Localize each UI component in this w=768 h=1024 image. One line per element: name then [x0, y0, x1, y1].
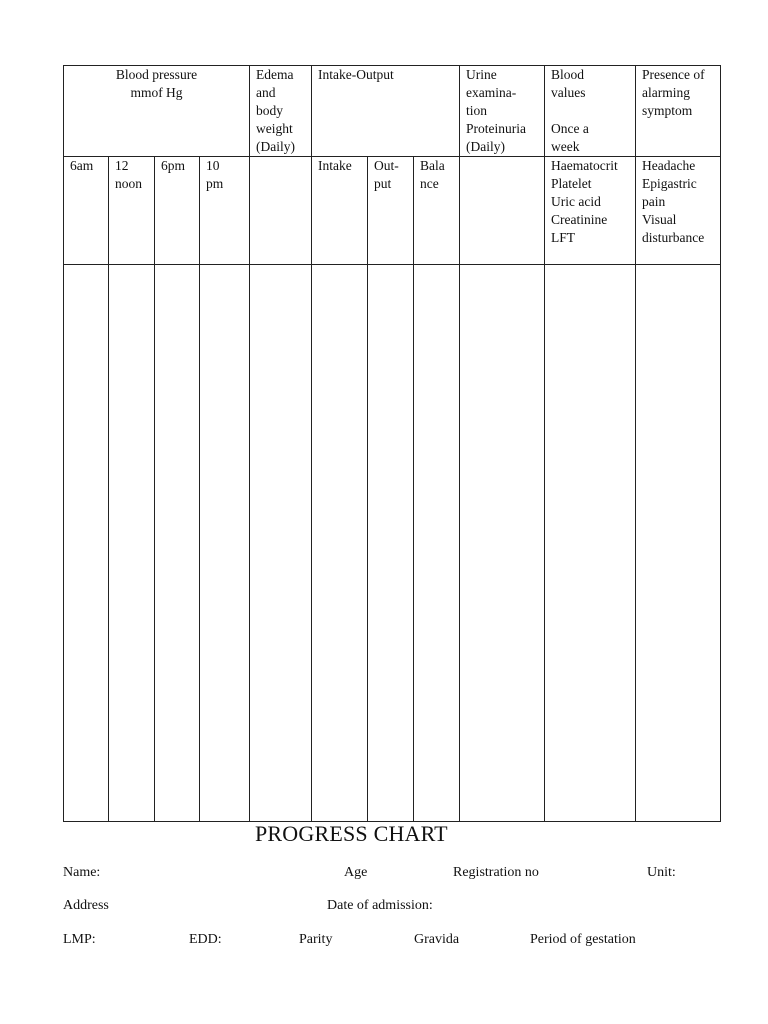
- symptom-headache: Headache: [642, 158, 696, 173]
- urine-line1: Urine: [466, 67, 497, 82]
- blood-values-line2: values: [551, 85, 586, 100]
- header-balance: [414, 157, 460, 265]
- progress-chart-table: [63, 65, 721, 822]
- field-address-label: Address: [63, 898, 109, 913]
- header-urine-sub: [460, 157, 545, 265]
- bp-label-line2: mmof Hg: [130, 85, 183, 100]
- header-urine: [460, 66, 545, 157]
- header-output: [368, 157, 414, 265]
- alarming-line3: symptom: [642, 103, 693, 118]
- edema-line5: (Daily): [256, 139, 295, 154]
- alarming-line2: alarming: [642, 85, 690, 100]
- header-intake-output: [312, 66, 460, 157]
- header-blood-pressure: [64, 66, 250, 157]
- edema-line3: body: [256, 103, 283, 118]
- entry-bp-6pm[interactable]: [155, 265, 200, 822]
- header-blood-tests: [545, 157, 636, 265]
- symptom-pain: pain: [642, 194, 666, 209]
- output-line2: put: [374, 176, 392, 191]
- header-alarming-symptom: [636, 66, 721, 157]
- intake-output-label: Intake-Output: [318, 67, 394, 82]
- entry-bp-12-noon[interactable]: [109, 265, 155, 822]
- bp-label-line1: Blood pressure: [115, 67, 198, 82]
- header-blood-values: [545, 66, 636, 157]
- edema-line2: and: [256, 85, 276, 100]
- blood-test-lft: LFT: [551, 230, 576, 245]
- blood-test-platelet: Platelet: [551, 176, 592, 191]
- blood-values-line4: Once a: [551, 121, 589, 136]
- bp-12-line2: noon: [115, 176, 142, 191]
- blood-values-line1: Blood: [551, 67, 585, 82]
- blood-values-gap: [551, 102, 629, 120]
- entry-intake[interactable]: [312, 265, 368, 822]
- entry-blood-values[interactable]: [545, 265, 636, 822]
- urine-line2: examina-: [466, 85, 517, 100]
- blood-test-haematocrit: Haematocrit: [551, 158, 618, 173]
- header-bp-10-pm: [200, 157, 250, 265]
- blood-test-creatinine: Creatinine: [551, 212, 608, 227]
- blood-test-uric-acid: Uric acid: [551, 194, 601, 209]
- alarming-line1: Presence of: [642, 67, 705, 82]
- header-intake: [312, 157, 368, 265]
- intake-label: Intake: [318, 158, 352, 173]
- header-row-sub: [64, 157, 721, 265]
- field-edd-label: EDD:: [189, 932, 222, 947]
- header-symptoms: [636, 157, 721, 265]
- field-period-gestation-label: Period of gestation: [530, 932, 636, 947]
- field-gravida-label: Gravida: [414, 932, 460, 947]
- entry-balance[interactable]: [414, 265, 460, 822]
- symptom-visual: Visual: [642, 212, 677, 227]
- header-edema: [250, 66, 312, 157]
- header-edema-sub: [250, 157, 312, 265]
- blood-values-line5: week: [551, 139, 580, 154]
- edema-line1: Edema: [256, 67, 294, 82]
- field-name-label: Name:: [63, 865, 101, 880]
- header-bp-12-noon: [109, 157, 155, 265]
- urine-line4: Proteinuria: [466, 121, 526, 136]
- header-bp-6am: [64, 157, 109, 265]
- field-parity-label: Parity: [299, 932, 333, 947]
- entry-edema[interactable]: [250, 265, 312, 822]
- bp-12-line1: 12: [115, 158, 129, 173]
- symptom-disturbance: disturbance: [642, 230, 705, 245]
- bp-6pm-label: 6pm: [161, 158, 186, 173]
- entry-output[interactable]: [368, 265, 414, 822]
- output-line1: Out-: [374, 158, 399, 173]
- field-age-label: Age: [344, 865, 368, 880]
- edema-line4: weight: [256, 121, 293, 136]
- header-bp-6pm: [155, 157, 200, 265]
- field-registration-label: Registration no: [453, 865, 539, 880]
- page-title: PROGRESS CHART: [255, 821, 448, 846]
- urine-line5: (Daily): [466, 139, 505, 154]
- urine-line3: tion: [466, 103, 488, 118]
- entry-urine[interactable]: [460, 265, 545, 822]
- field-date-admission-label: Date of admission:: [327, 898, 433, 913]
- header-row-main: [64, 66, 721, 157]
- entry-bp-6am[interactable]: [64, 265, 109, 822]
- bp-10-line1: 10: [206, 158, 220, 173]
- entry-bp-10-pm[interactable]: [200, 265, 250, 822]
- table-row-entry: [64, 265, 721, 822]
- field-unit-label: Unit:: [647, 865, 676, 880]
- bp-6am-label: 6am: [70, 158, 94, 173]
- bp-10-line2: pm: [206, 176, 224, 191]
- field-lmp-label: LMP:: [63, 932, 96, 947]
- balance-line2: nce: [420, 176, 439, 191]
- entry-symptoms[interactable]: [636, 265, 721, 822]
- symptom-epigastric: Epigastric: [642, 176, 697, 191]
- balance-line1: Bala: [420, 158, 445, 173]
